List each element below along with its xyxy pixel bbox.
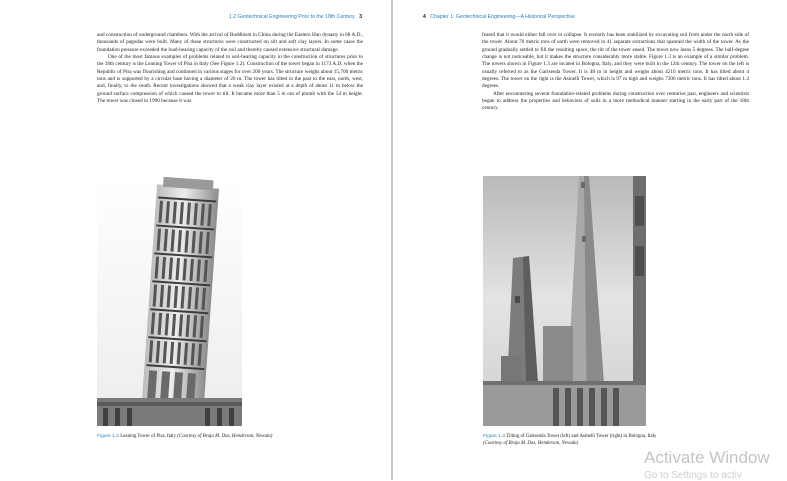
running-header	[423, 14, 575, 20]
figure-label: Figure 1.2	[97, 434, 120, 439]
right-page	[393, 0, 787, 480]
running-header	[229, 14, 362, 20]
page-number: 4	[423, 14, 426, 20]
body-text	[97, 32, 363, 105]
figure-caption-text: Tilting of Garisenda Tower (left) and Asinelli Tower (right) in Bologna, Italy	[506, 434, 657, 439]
figure-credit: (Courtesy of Braja M. Das, Henderson, Nevada)	[177, 434, 273, 439]
activate-windows-subtext: Go to Settings to activ	[644, 470, 742, 481]
figure-label: Figure 1.3	[483, 434, 506, 439]
body-text	[482, 32, 749, 113]
activate-windows-watermark: Activate Window	[644, 448, 770, 467]
figure-credit: (Courtesy of Braja M. Das, Henderson, Nevada)	[483, 440, 579, 446]
paragraph: One of the most famous examples of problems related to soil-bearing capacity in the construction of structures prior to the 18th century is the Leaning Tower of Pisa in Italy (See Figure 1.2). Construction of the tower began in 1173 A.D. when the Republic of Pisa was flourishing and continued in various stages for over 200 years. The structure weighs about 15,700 metric tons and is supported by a circular base having a diameter of 20 m. The tower has tilted in the past to the east, north, west, and, finally, to the south. Recent investigations showed that a weak clay layer existed at a depth of about 11 m below the ground surface compression of which caused the tower to tilt. It became more than 5 m out of plumb with the 54 m height. The tower was closed in 1990 because it was	[97, 54, 364, 105]
paragraph: and construction of underground chambers. With the arrival of Buddhism in China during the Eastern Han dynasty in 68 A.D., thousands of pagodas were built. Many of these structures were constructed on silt and soft clay layers. In some cases the foundation pressure exceeded the load-bearing capacity of the soil and thereby caused extensive structural damage.	[97, 32, 363, 53]
paragraph: feared that it would either fall over or collapse. It recently has been stabilized by excavating soil from under the north side of the tower. About 70 metric tons of earth were removed in 41 separate extractions that spanned the width of the tower. As the ground gradually settled to fill the resulting space, the tilt of the tower eased. The tower now leans 5 degrees. The half-degree change is not noticeable, but it makes the structure considerably more stable. Figure 1.3 is an example of a similar problem. The towers shown in Figure 1.3 are located in Bologna, Italy, and they were built in the 12th century. The tower on the left is usually referred to as the Garisenda Tower. It is 48 m in height and weighs about 4210 metric tons. It has tilted about 4 degrees. The tower on the right is the Asinelli Tower, which is 97 m high and weighs 7300 metric tons. It has tilted about 1.3 degrees.	[482, 32, 749, 90]
pisa-tower-photo	[97, 176, 242, 426]
figure-caption	[483, 434, 743, 447]
figure-caption	[97, 434, 357, 441]
figure-caption-text: Leaning Tower of Pisa, Italy	[120, 434, 176, 439]
bologna-towers-photo	[483, 176, 646, 426]
page-number: 3	[359, 14, 362, 20]
header-section-title: 1.2 Geotechnical Engineering Prior to the 18th Century	[228, 14, 355, 20]
header-chapter-title: Chapter 1: Geotechnical Engineering—A Historical Perspective	[430, 14, 575, 20]
left-page	[0, 0, 392, 480]
paragraph: After encountering several foundation-related problems during construction over centuries past, engineers and scientists began to address the properties and behaviors of soils in a more methodical manner starting in the early part of the 18th century.	[482, 90, 749, 112]
